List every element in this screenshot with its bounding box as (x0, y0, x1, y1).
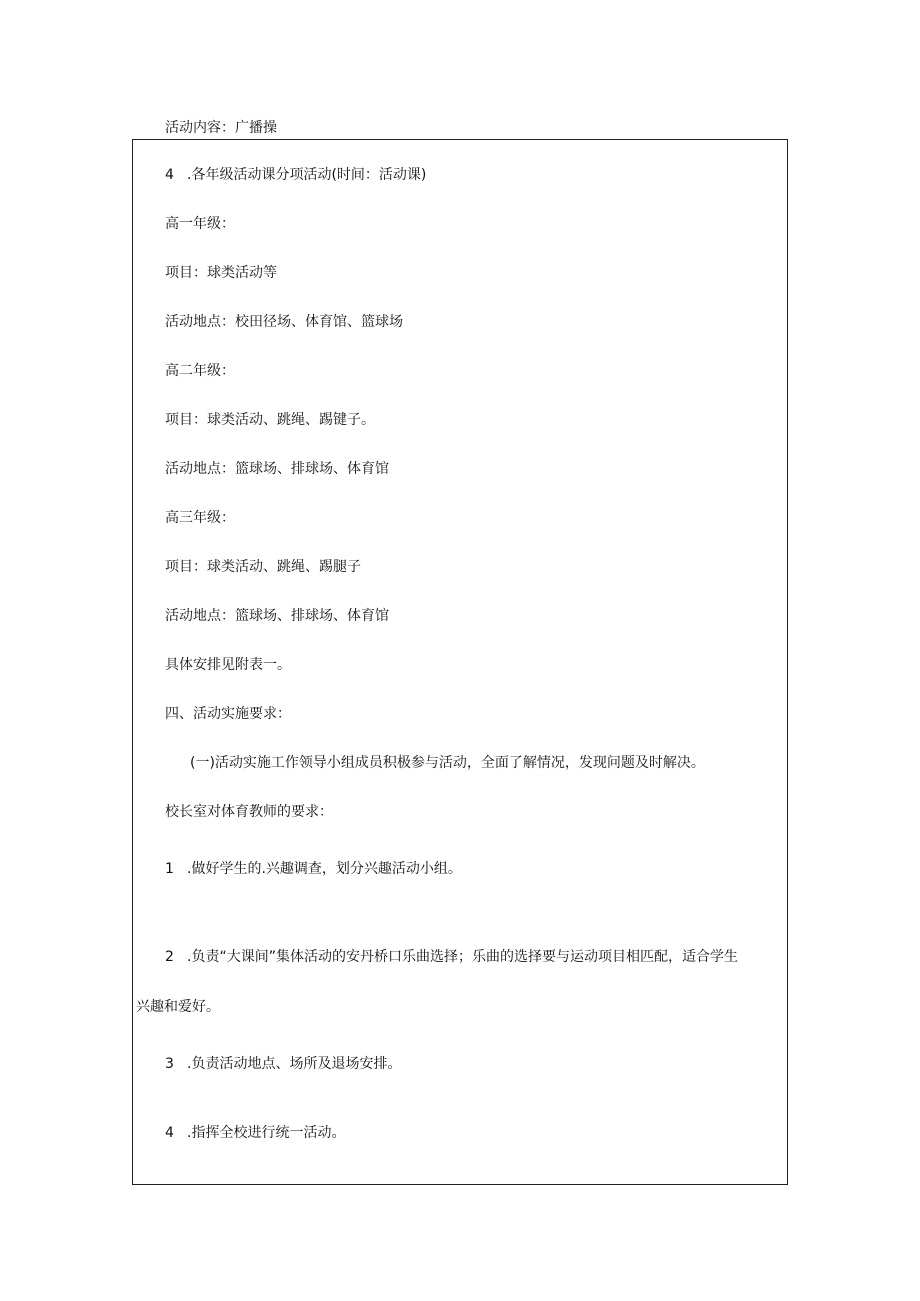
requirement-2-number: 2 (165, 949, 174, 965)
requirement-3 (165, 1055, 401, 1073)
requirement-4-number: 4 (165, 1125, 174, 1141)
requirement-2-text: .负责“大课间”集体活动的安丹桥口乐曲选择；乐曲的选择要与运动项目相匹配，适合学生 (187, 949, 738, 965)
requirement-4-text: .指挥全校进行统一活动。 (187, 1125, 346, 1141)
grade1-project: 项目：球类活动等 (165, 265, 277, 281)
item-one-paragraph: (一)活动实施工作领导小组成员积极参与活动，全面了解情况，发现问题及时解决。 (190, 755, 705, 771)
requirement-1-number: 1 (165, 861, 174, 877)
grade1-heading: 高一年级： (165, 216, 235, 232)
section-4-heading (165, 166, 426, 184)
section-4-number: 4 (165, 167, 174, 183)
schedule-note: 具体安排见附表一。 (165, 657, 291, 673)
requirement-4 (165, 1124, 345, 1142)
section-four-title: 四、活动实施要求： (165, 706, 291, 722)
requirement-2-continuation: 兴趣和爱好。 (136, 999, 220, 1015)
grade2-location: 活动地点：篮球场、排球场、体育馆 (165, 461, 389, 477)
requirement-3-number: 3 (165, 1056, 174, 1072)
principal-requirements-heading: 校长室对体育教师的要求： (165, 804, 333, 820)
grade1-location: 活动地点：校田径场、体育馆、篮球场 (165, 314, 403, 330)
grade3-heading: 高三年级： (165, 510, 235, 526)
requirement-2 (165, 948, 738, 966)
requirement-1 (165, 860, 462, 878)
requirement-3-text: .负责活动地点、场所及退场安排。 (187, 1056, 402, 1072)
grade3-location: 活动地点：篮球场、排球场、体育馆 (165, 608, 389, 624)
grade2-project: 项目：球类活动、跳绳、踢键子。 (165, 412, 375, 428)
requirement-1-text: .做好学生的.兴趣调查，划分兴趣活动小组。 (187, 861, 462, 877)
section-4-text: .各年级活动课分项活动(时间：活动课) (187, 167, 427, 183)
grade2-heading: 高二年级： (165, 363, 235, 379)
activity-content-line: 活动内容：广播操 (165, 120, 277, 136)
grade3-project: 项目：球类活动、跳绳、踢腿子 (165, 559, 361, 575)
